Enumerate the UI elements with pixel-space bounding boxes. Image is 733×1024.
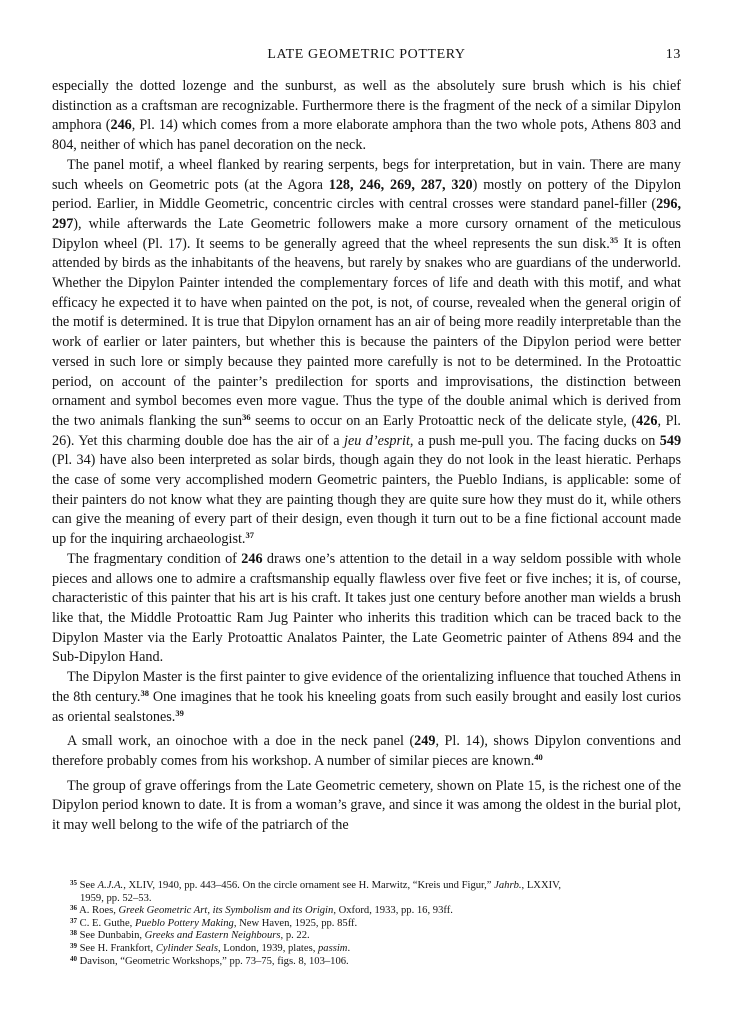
paragraph-4: The Dipylon Master is the first painter to give evidence of the orientalizing influence that touched Athens in the 8th century.$^{38}$ One imagines that he took his kneeling goats from such easily brought and easily lost curios as oriental sealstones.$^{39}$	[52, 669, 681, 725]
footnote-number: 37	[70, 916, 77, 925]
footnote-text: C. E. Guthe, Pueblo Pottery Making, New Haven, 1925, pp. 85ff.	[77, 917, 358, 929]
footnote-38	[52, 930, 681, 943]
paragraph-1: especially the dotted lozenge and the sunburst, as well as the absolutely sure brush which is his chief distinction as a craftsman are recognizable. Furthermore there is the fragment of the neck of a similar Dipylon amphora (246, Pl. 14) which comes from a more elaborate amphora than the two whole pots, Athens 803 and 804, neither of which has panel decoration on the neck.	[52, 78, 681, 154]
paragraph-6: The group of grave offerings from the Late Geometric cemetery, shown on Plate 15, is the richest one of the Dipylon period known to date. It is from a woman’s grave, and since it was among the oldest in the burial plot, it may well belong to the wife of the patriarch of the	[52, 777, 681, 834]
footnote-number: 35	[70, 879, 77, 887]
body-text	[52, 77, 681, 836]
paragraph-5: A small work, an oinochoe with a doe in the neck panel (249, Pl. 14), shows Dipylon conventions and therefore probably comes from his workshop. A number of similar pieces are known.$^{40}$	[52, 733, 681, 769]
page-number: 13	[665, 47, 681, 62]
footnote-number: 40	[70, 954, 77, 963]
footnote-number: 36	[70, 904, 77, 913]
footnote-text: See Dunbabin, Greeks and Eastern Neighbours, p. 22.	[77, 930, 310, 942]
paragraph-3: The fragmentary condition of 246 draws one’s attention to the detail in a way seldom possible with whole pieces and allows one to admire a craftsmanship equally flawless over five feet or five inches; it is, of course, characteristic of this painter that his art is his craft. It takes just one century before another man wields a brush like that, the Middle Protoattic Ram Jug Painter who inherits this tradition which can be traced back to the Dipylon Master via the Early Protoattic Analatos Painter, the Late Geometric painter of Athens 894 and the Sub-Dipylon Hand.	[52, 550, 681, 666]
footnote-36	[52, 905, 681, 918]
footnote-39	[52, 943, 681, 956]
paragraph-2: The panel motif, a wheel flanked by rearing serpents, begs for interpretation, but in vain. There are many such wheels on Geometric pots (at the Agora 128, 246, 269, 287, 320) mostly on pottery of the Dipylon period. Earlier, in Middle Geometric, concentric circles with central crosses were standard panel-filler (296, 297), while afterwards the Late Geometric followers make a more cursory ornament of the meticulous Dipylon wheel (Pl. 17). It seems to be generally agreed that the wheel represents the sun disk.$^{35}$ It is often attended by birds as the inhabitants of the heavens, but rarely by snakes who are guardians of the underworld. Whether the Dipylon Painter intended the complementary forces of life and death with this motif, and what efficacy he expected it to have when painted on the pot, is not, of course, revealed when the general origin of the motif is determined. It is true that Dipylon ornament has an air of being more readily interpretable than the work of earlier or later painters, but whether this is because the painters of the Dipylon period were better versed in such lore or simply because they painted more carefully is not to be determined. In the Protoattic period, on account of the painter’s predilection for sports and improvisations, the distinction between ornament and symbol becomes even more vague. Thus the type of the double animal which is derived from the two animals flanking the sun$^{36}$ seems to occur on an Early Protoattic neck of the delicate style, (426, Pl. 26). Yet this charming double doe has the air of a jeu d’esprit, a push me-pull you. The facing ducks on 549 (Pl. 34) have also been interpreted as solar birds, though again they do not look in the least hieratic. Perhaps the case of some very accomplished modern Geometric painters, the Pueblo Indians, is applicable: some of their painters do not know what they are painting though they are quite sure how they must do it, while others can give the meaning of every part of their design, even though it turn out to be a fine fictional account made up for the inquiring archaeologist.$^{37}$	[52, 156, 682, 548]
footnote-text: See A.J.A., XLIV, 1940, pp. 443–456. On the circle ornament see H. Marwitz, “Kreis und Figur,” Jahrb., LXXIV, 1959, pp. 52–53.	[77, 880, 562, 904]
footnote-37	[52, 918, 681, 931]
footnote-text: A. Roes, Greek Geometric Art, its Symbolism and its Origin, Oxford, 1933, pp. 16, 93ff.	[77, 905, 453, 917]
footnote-35	[52, 880, 681, 905]
footnote-text: See H. Frankfort, Cylinder Seals, London, 1939, plates, passim.	[77, 942, 351, 954]
footnote-text: Davison, “Geometric Workshops,” pp. 73–75, figs. 8, 103–106.	[77, 955, 349, 967]
running-header	[52, 47, 681, 67]
footnotes	[52, 880, 681, 968]
footnote-number: 39	[70, 941, 77, 950]
footnote-40	[52, 956, 681, 969]
footnote-number: 38	[70, 929, 77, 938]
running-title: LATE GEOMETRIC POTTERY	[267, 47, 466, 62]
